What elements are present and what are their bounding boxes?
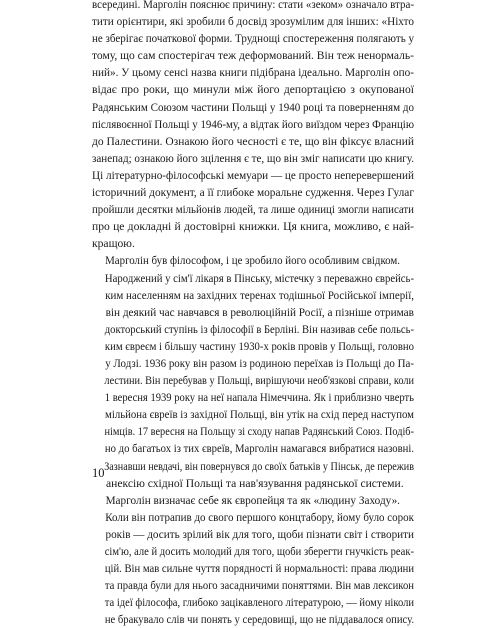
text-line: ким населенням на західних теренах тодішньої Російської імперії, bbox=[105, 288, 414, 302]
text-line: докторський ступінь із філософії в Берліні. Він називав себе польсь- bbox=[104, 322, 414, 336]
text-line: ний». У цьому сенсі назва книги підібрана ідеально. Марголін опо- bbox=[92, 66, 414, 80]
text-line: післявоєнної Польщі у 1946-му, а відтак його виїздом через Францію bbox=[92, 117, 415, 131]
text-line: Зазнавши невдачі, він повернувся до своїх батьків у Пінськ, де пережив bbox=[104, 459, 414, 473]
text-line: про це докладні й достовірні книжки. Ця книга, можливо, є най- bbox=[92, 220, 415, 234]
text-line: лестини. Він перебував у Польщі, вирішуючи необ'язкові справи, коли bbox=[104, 374, 415, 388]
text-line: пройшли десятки мільйонів людей, та лише одиниці змогли написати bbox=[92, 203, 414, 217]
text-line: та ідеї філософа, глибоко зацікавленого літературою, — йому ніколи bbox=[104, 596, 415, 610]
body-text bbox=[92, 0, 414, 628]
text-line: Марголін був філософом, і це зробило його особливим свідком. bbox=[105, 254, 401, 268]
text-line: тому, що сам спостерігач теж деформований. Він теж ненормаль- bbox=[92, 49, 414, 63]
text-line: історичний документ, а її глибоке моральне судження. Через Гулаг bbox=[92, 186, 415, 200]
text-line: він деякий час навчався в революційній Росії, а пізніше отримав bbox=[105, 305, 414, 319]
text-line: цій. Він мав сильне чуття порядності й нормальності: права людини bbox=[104, 562, 415, 576]
text-line: мільйона євреїв із західної Польщі, він утік на схід перед наступом bbox=[105, 408, 414, 422]
text-line: 1 вересня 1939 року на неї напала Німеччина. Як і приблизно чверть bbox=[104, 391, 414, 405]
page-number: 10 bbox=[92, 466, 105, 480]
text-line: німців. 17 вересня на Польщу зі сходу напав Радянський Союз. Подіб- bbox=[104, 425, 414, 439]
text-line: кращою. bbox=[92, 237, 135, 251]
text-line: Марголін визначає себе як європейця та як «людину Заходу». bbox=[105, 493, 401, 507]
text-line: відає про роки, що минули між його депортацією з окупованої bbox=[92, 83, 414, 97]
text-line: сім'ю, але й досить молодий для того, щоби зберегти гнучкість реак- bbox=[104, 545, 415, 558]
paragraph bbox=[92, 0, 414, 252]
text-line: тити орієнтири, які зробили б досвід зрозумілим для інших: «Ніхто bbox=[92, 15, 414, 29]
text-line: Ці літературно-філософські мемуари — це просто неперевершений bbox=[92, 168, 415, 182]
paragraph bbox=[92, 492, 414, 628]
text-line: Коли він потрапив до свого першого концтабору, йому було сорок bbox=[105, 510, 414, 524]
text-line: но до багатьох із тих євреїв, Марголін намагався вибратися назовні. bbox=[104, 442, 415, 456]
text-line: у Лодзі. 1936 року він разом із родиною переїхав із Польщі до Па- bbox=[105, 356, 414, 370]
text-line: років — досить зрілий вік для того, щоби пізнати світ і створити bbox=[105, 527, 415, 541]
text-line: всередині. Марголін пояснює причину: стати «зеком» означало втра- bbox=[92, 0, 415, 11]
text-line: не бракувало слів чи понять у середовищі, що не піддавалося опису. bbox=[104, 613, 415, 627]
text-line: та правда були для нього засадничими поняттями. Він мав лексикон bbox=[104, 579, 414, 593]
text-line: анексію східної Польщі та нав'язування радянської системи. bbox=[106, 476, 404, 490]
text-line: Радянським Союзом частини Польщі у 1940 році та поверненням до bbox=[92, 100, 414, 114]
text-line: не зберігає початкової форми. Труднощі спостереження полягають у bbox=[92, 32, 415, 46]
text-line: Народжений у сім'ї лікаря в Пінську, містечку з переважно єврейсь- bbox=[104, 271, 415, 285]
text-line: до Палестини. Ознакою його чесності є те, що він фіксує власний bbox=[92, 134, 414, 148]
text-line: занепад; ознакою його зцілення є те, що він зміг написати цю книгу. bbox=[92, 151, 415, 165]
text-line: ким євреєм і більшу частину 1930-х років провів у Польщі, головно bbox=[104, 339, 414, 353]
paragraph bbox=[92, 252, 414, 491]
